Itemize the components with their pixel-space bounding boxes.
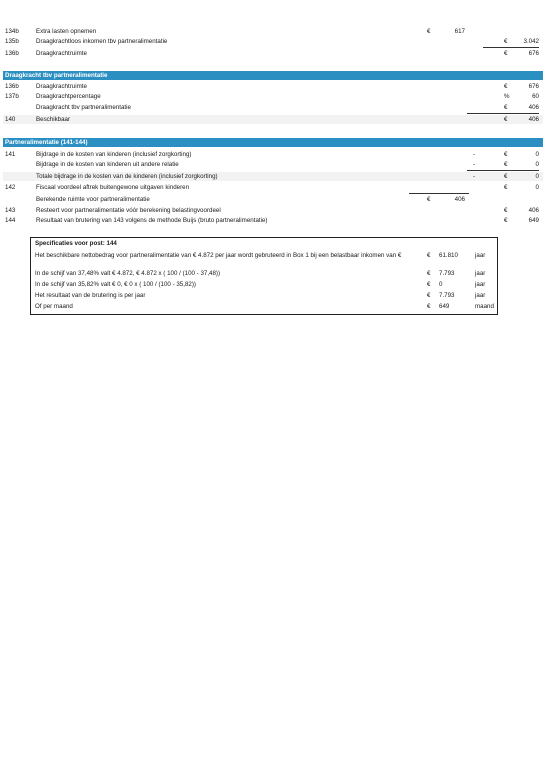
row-number: 134b [5,28,19,35]
currency-symbol: € [427,28,431,35]
row-number: 141 [5,151,16,158]
spec-value: 61.810 [439,252,458,259]
currency-symbol: € [504,38,508,45]
row-value: 676 [528,83,539,90]
row-136b-2 [3,82,543,91]
row-value: 617 [454,28,465,35]
row-number: 140 [5,116,16,123]
row-140 [3,115,543,124]
row-number: 142 [5,184,16,191]
currency-symbol: € [504,217,508,224]
row-value: 406 [528,207,539,214]
currency-symbol: € [504,116,508,123]
row-value: 0 [535,151,539,158]
row-number: 136b [5,50,19,57]
spec-unit: jaar [475,270,486,277]
currency-symbol: € [427,303,431,310]
dash-mark: - [473,161,476,168]
row-141-total [3,172,543,181]
specification-title: Specificaties voor post: 144 [35,240,117,247]
row-number: 144 [5,217,16,224]
row-label: Bijdrage in de kosten van kinderen uit andere relatie [36,161,179,168]
row-136b [3,49,543,58]
section-title: Draagkracht tbv partneralimentatie [5,72,108,79]
row-number: 143 [5,207,16,214]
spec-unit: jaar [475,292,486,299]
row-label: Extra lasten opnemen [36,28,97,35]
percent-symbol: % [504,93,510,100]
currency-symbol: € [504,83,508,90]
currency-symbol: € [427,252,431,259]
currency-symbol: € [427,196,431,203]
spec-value: 7.793 [439,270,455,277]
row-label: Draagkrachtpercentage [36,93,101,100]
spec-value: 0 [439,281,443,288]
row-141-other [3,160,543,169]
row-label: Fiscaal voordeel aftrek buitengewone uitgaven kinderen [36,184,190,191]
specification-box [30,237,498,315]
currency-symbol: € [427,270,431,277]
row-label: Draagkrachtruimte [36,83,87,90]
row-141 [3,150,543,159]
row-berekende-ruimte [3,195,543,204]
row-value: 60 [532,93,539,100]
row-value: 3.042 [523,38,539,45]
row-label: Beschikbaar [36,116,71,123]
row-142 [3,183,543,192]
row-value: 0 [535,173,539,180]
currency-symbol: € [504,207,508,214]
spec-text: In de schijf van 35,82% valt € 0, € 0 x ( 100 / (100 - 35,82)) [35,281,196,288]
row-label: Totale bijdrage in de kosten van de kinderen (inclusief zorgkorting) [36,173,218,180]
row-label: Draagkrachtloos inkomen tbv partneralimentatie [36,38,168,45]
row-number: 135b [5,38,19,45]
row-label: Bijdrage in de kosten van kinderen (inclusief zorgkorting) [36,151,192,158]
row-135b [3,37,543,46]
row-value: 406 [528,104,539,111]
subtotal-line [467,113,539,114]
spec-value: 649 [439,303,450,310]
section-header-partneralimentatie [3,138,543,147]
spec-unit: maand [475,303,494,310]
row-value: 406 [454,196,465,203]
row-value: 406 [528,116,539,123]
row-draagkracht-total [3,103,543,112]
row-label: Resteert voor partneralimentatie vóór berekening belastingvoordeel [36,207,221,214]
spec-text: Het resultaat van de brutering is per jaar [35,292,146,299]
row-value: 649 [528,217,539,224]
spec-unit: jaar [475,252,486,259]
spec-unit: jaar [475,281,486,288]
currency-symbol: € [504,50,508,57]
currency-symbol: € [504,173,508,180]
currency-symbol: € [427,292,431,299]
row-134b [3,27,543,36]
currency-symbol: € [504,104,508,111]
row-label: Draagkracht tbv partneralimentatie [36,104,131,111]
dash-mark: - [473,151,476,158]
currency-symbol: € [504,161,508,168]
row-value: 0 [535,184,539,191]
section-header-draagkracht [3,71,543,80]
row-value: 0 [535,161,539,168]
row-label: Draagkrachtruimte [36,50,87,57]
row-label: Berekende ruimte voor partneralimentatie [36,196,150,203]
row-144 [3,216,543,225]
dash-mark: - [473,173,476,180]
row-143 [3,206,543,215]
row-label: Resultaat van brutering van 143 volgens de methode Buijs (bruto partneralimentatie) [36,217,268,224]
subtotal-line [467,170,539,171]
spec-text: Het beschikbare nettobedrag voor partneralimentatie van € 4.872 per jaar wordt gebruteerd in Box 1 bij een belastbaar inkomen van € [35,252,402,259]
spec-text: In de schijf van 37,48% valt € 4.872, € 4.872 x ( 100 / (100 - 37,48)) [35,270,221,277]
currency-symbol: € [504,151,508,158]
spec-text: Of per maand [35,303,73,310]
currency-symbol: € [504,184,508,191]
subtotal-line [483,47,539,48]
row-137b [3,92,543,101]
spec-value: 7.793 [439,292,455,299]
row-number: 136b [5,83,19,90]
subtotal-line [409,193,469,194]
currency-symbol: € [427,281,431,288]
section-title: Partneralimentatie (141-144) [5,139,88,146]
row-number: 137b [5,93,19,100]
row-value: 676 [528,50,539,57]
